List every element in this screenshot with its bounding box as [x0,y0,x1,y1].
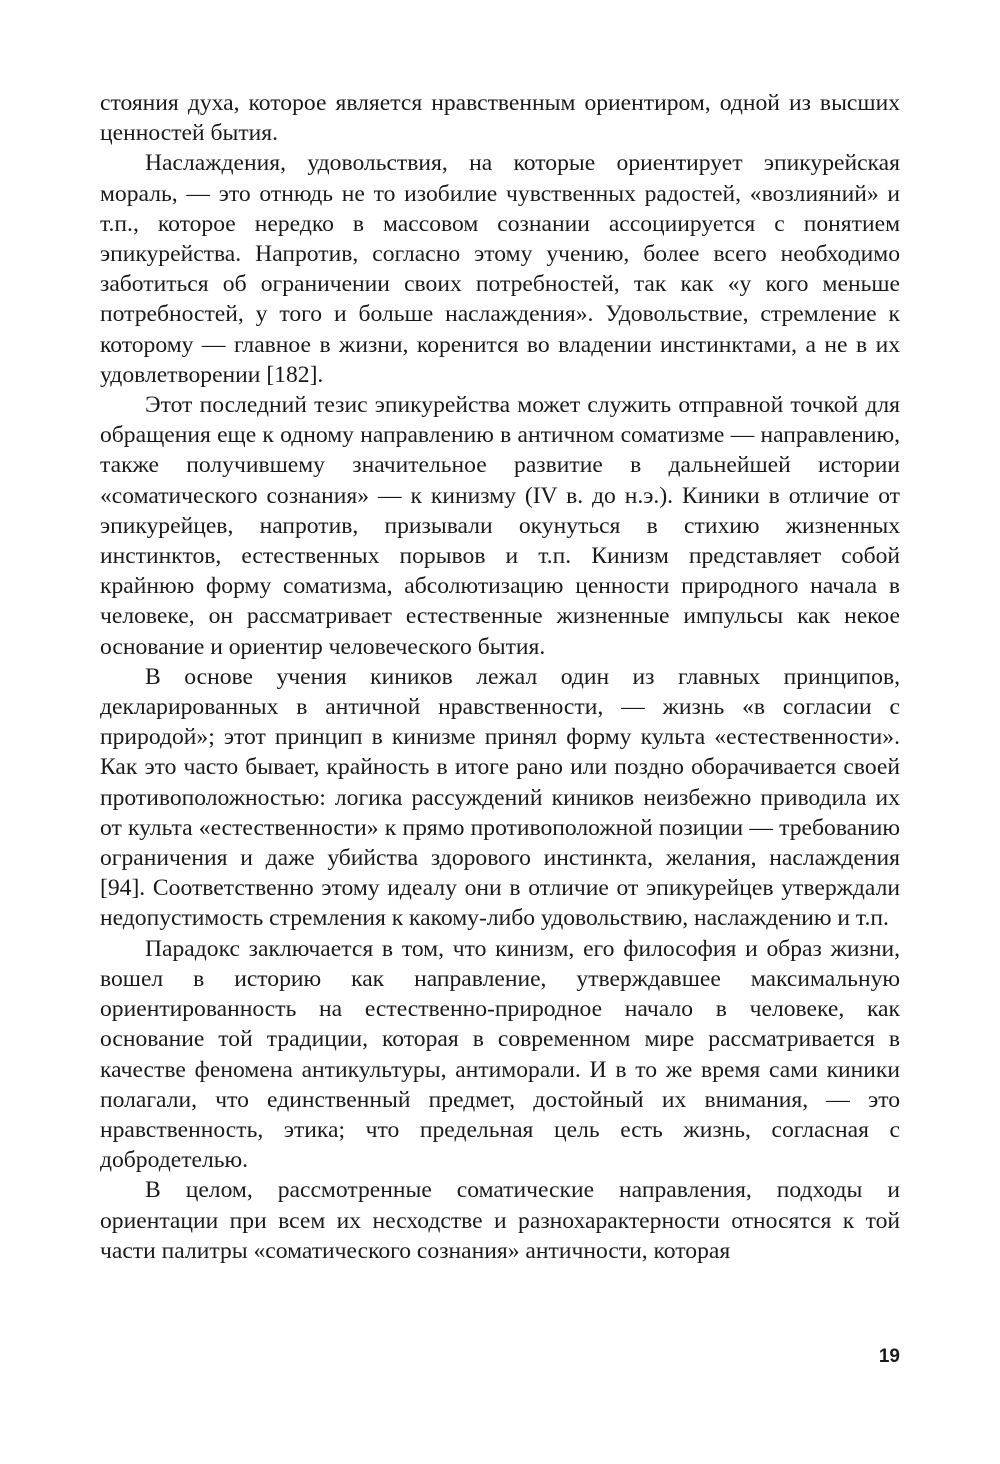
page-number: 19 [878,1346,900,1367]
paragraph-conclusion: В целом, рассмотренные соматические направления, подходы и ориентации при всем их несходстве и разнохарактерности относятся к той части палитры «соматического сознания» античности, которая [100,1177,900,1264]
paragraph-epicurean-pleasure: Наслаждения, удовольствия, на которые ориентирует эпикурейская мораль, — это отнюдь не то изобилие чувственных радостей, «возлияний» и т.п., которое нередко в массовом сознании ассоциируется с понятием эпикурейства. Напротив, согласно этому учению, более всего необходимо заботиться об ограничении своих потребностей, так как «у кого меньше потребностей, у того и больше наслаждения». Удовольствие, стремление к которому — главное в жизни, коренится во владении инстинктами, а не в их удовлетворении [182]. [100,150,900,388]
paragraph-paradox: Парадокс заключается в том, что кинизм, его философия и образ жизни, вошел в историю как направление, утверждавшее максимальную ориентированность на естественно-природное начало в человеке, как основание той традиции, которая в современном мире рассматривается в качестве феномена антикультуры, антиморали. И в то же время сами киники полагали, что единственный предмет, достойный их внимания, — это нравственность, этика; что предельная цель есть жизнь, согласная с добродетелью. [100,935,900,1174]
paragraph-cynic-principles: В основе учения киников лежал один из главных принципов, декларированных в античной нравственности, — жизнь «в согласии с природой»; этот принцип в кинизме принял форму культа «естественности». Как это часто бывает, крайность в итоге рано или поздно оборачивается своей противоположностью: логика рассуждений киников неизбежно приводила их от культа «естественности» к прямо противоположной позиции — требованию ограничения и даже убийства здорового инстинкта, желания, наслаждения [94]. Соответственно этому идеалу они в отличие от эпикурейцев утверждали недопустимость стремления к какому-либо удовольствию, наслаждению и т.п. [100,663,900,932]
paragraph-continuation: стояния духа, которое является нравственным ориентиром, одной из высших ценностей бытия. [100,90,900,147]
paragraph-cynicism-intro: Этот последний тезис эпикурейства может служить отправной точкой для обращения еще к одному направлению в античном соматизме — направлению, также получившему значительное развитие в дальнейшей истории «соматического сознания» — к кинизму (IV в. до н.э.). Киники в отличие от эпикурейцев, напротив, призывали окунуться в стихию жизненных инстинктов, естественных порывов и т.п. Кинизм представляет собой крайнюю форму соматизма, абсолютизацию ценности природного начала в человеке, он рассматривает естественные жизненные импульсы как некое основание и ориентир человеческого бытия. [100,392,900,660]
page-body [100,88,900,1266]
